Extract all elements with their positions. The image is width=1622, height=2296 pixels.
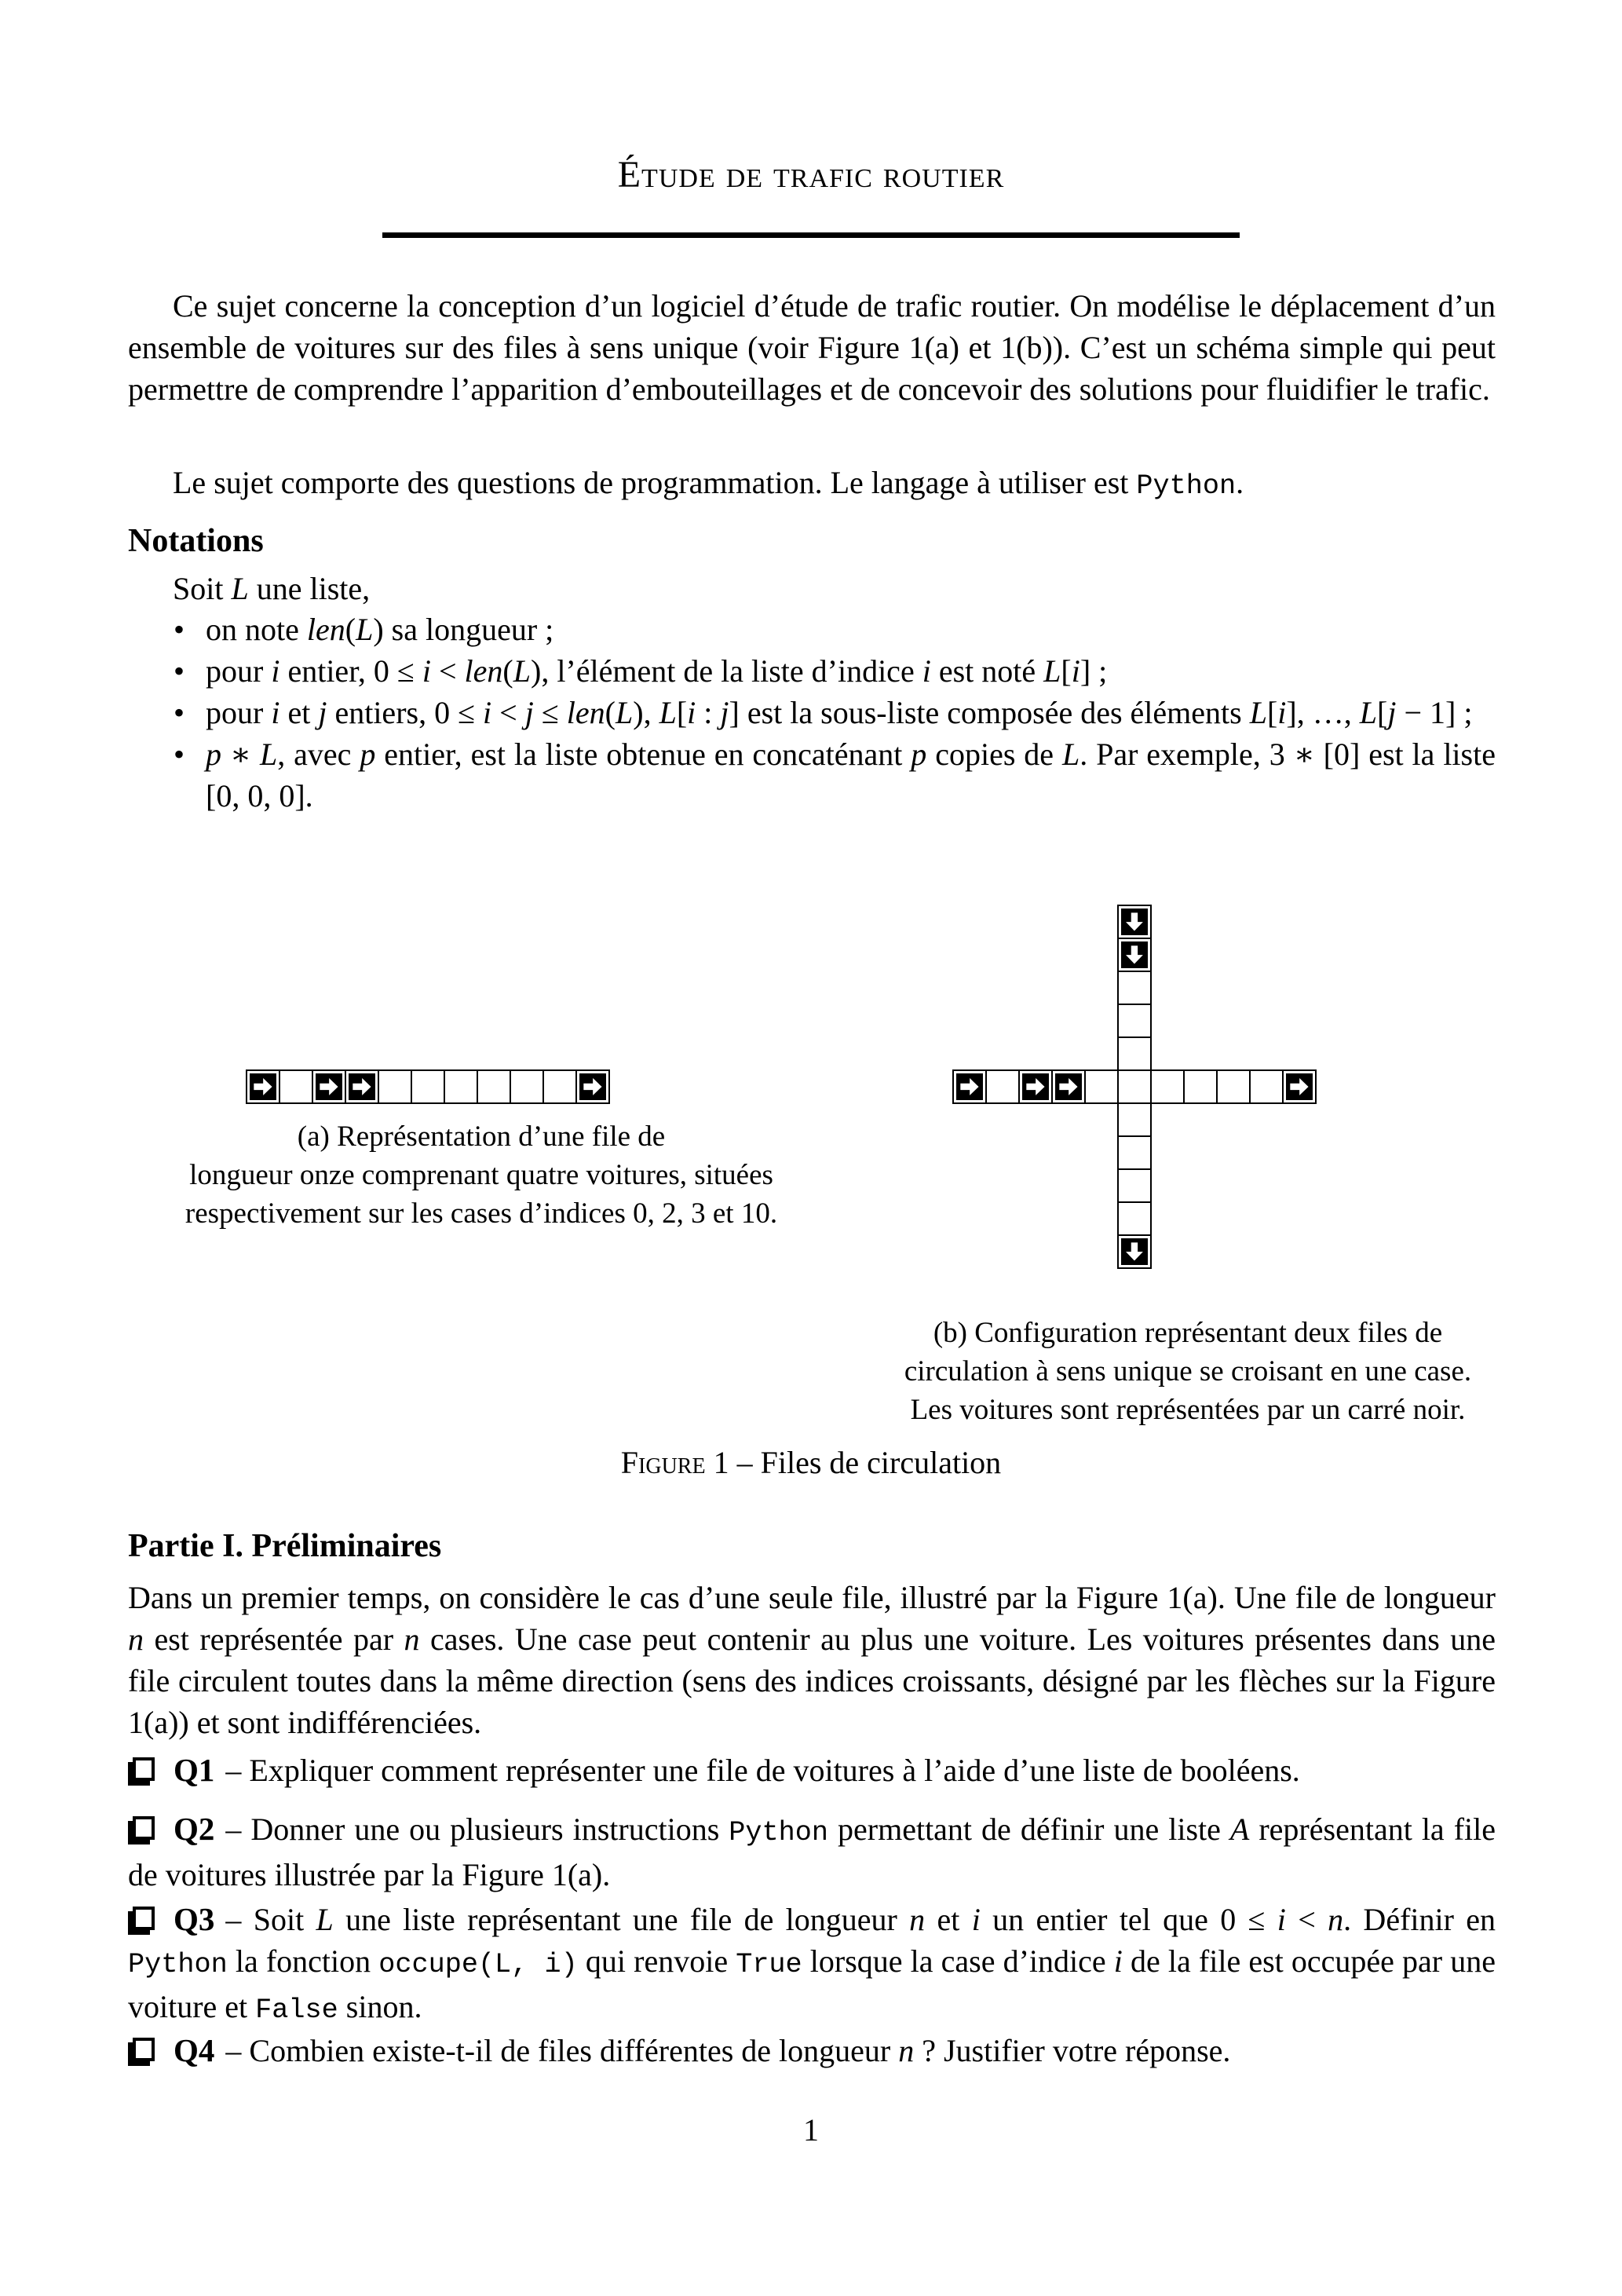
- question-q4: [128, 2030, 1496, 2071]
- question-q3: [128, 1899, 1496, 2031]
- car-cell: [1018, 1069, 1053, 1104]
- car-cell: [952, 1069, 987, 1104]
- page-number: 1: [803, 2112, 819, 2148]
- caption-line: Les voitures sont représentées par un carré noir.: [910, 1394, 1466, 1426]
- question-checkbox-icon: [133, 1907, 155, 1930]
- caption-line: (a) Représentation d’une file de: [297, 1121, 666, 1153]
- figure-main-caption: [0, 1442, 1622, 1483]
- empty-cell: [1084, 1069, 1119, 1104]
- bullet-icon: •: [174, 737, 185, 772]
- car-right-arrow-icon: [1055, 1073, 1082, 1100]
- question-id: Q3: [174, 1901, 215, 1937]
- intro-paragraph-1: Ce sujet concerne la conception d’un logiciel d’étude de trafic routier. On modélise le déplacement d’un ensemble de voitures sur des files à sens unique (voir Figure 1(a) et 1(b)). C’est un schéma simple qui peut permettre de comprendre l’apparition d’embouteillages et de concevoir des solutions pour fluidifier le trafic.: [128, 288, 1496, 407]
- figure-caption-title: – Files de circulation: [729, 1445, 1002, 1480]
- subfigure-a-file-row: [246, 1069, 610, 1104]
- empty-cell: [1117, 971, 1152, 1005]
- car-right-arrow-icon: [1022, 1073, 1049, 1100]
- part1-intro-paragraph: Dans un premier temps, on considère le cas d’une seule file, illustré par la Figure 1(a). Une file de longueur n est représentée par n cases. Une case peut contenir au plus une voiture. Les voitures présentes dans une file circulent toutes dans la même direction (sens des indices croissants, désigné par les flèches sur la Figure 1(a)) et sont indifférenciées.: [128, 1580, 1496, 1740]
- question-id: Q4: [174, 2032, 215, 2068]
- caption-line: circulation à sens unique se croisant en une case.: [904, 1355, 1472, 1387]
- empty-cell: [985, 1069, 1020, 1104]
- question-checkbox-icon: [133, 1757, 155, 1781]
- car-right-arrow-icon: [1286, 1073, 1313, 1100]
- list-item: [128, 733, 1496, 817]
- list-item-text: p ∗ L, avec p entier, est la liste obtenue en concaténant p copies de L. Par exemple, 3 ∗ [0] est la liste [0, 0, 0].: [206, 737, 1496, 813]
- bullet-icon: •: [174, 695, 185, 730]
- list-item-text: pour i entier, 0 ≤ i < len(L), l’élément de la liste d’indice i est noté L[i] ;: [206, 653, 1108, 689]
- figure-label: Figure 1: [620, 1445, 729, 1480]
- question-text: – Donner une ou plusieurs instructions Python permettant de définir une liste A représentant la file de voitures illustrée par la Figure 1(a).: [128, 1812, 1496, 1892]
- car-cell: [1117, 938, 1152, 972]
- empty-cell: [542, 1069, 577, 1104]
- part1-heading: Partie I. Préliminaires: [128, 1528, 442, 1564]
- subfigure-b-caption: [858, 1314, 1518, 1429]
- notations-intro: Soit L une liste,: [173, 571, 371, 606]
- car-cell: [246, 1069, 280, 1104]
- empty-cell: [1183, 1069, 1218, 1104]
- list-item: [128, 650, 1496, 692]
- car-cell: [1282, 1069, 1317, 1104]
- notations-heading: Notations: [128, 523, 264, 559]
- question-q1: [128, 1749, 1496, 1791]
- caption-line: (b) Configuration représentant deux files de: [933, 1317, 1443, 1349]
- empty-cell: [1117, 1036, 1152, 1071]
- empty-cell: [1117, 1135, 1152, 1170]
- question-text: – Combien existe-t-il de files différentes de longueur n ? Justifier votre réponse.: [225, 2033, 1231, 2068]
- empty-cell: [1117, 1102, 1152, 1137]
- bullet-icon: •: [174, 612, 185, 647]
- empty-cell: [1117, 1168, 1152, 1203]
- empty-cell: [477, 1069, 511, 1104]
- car-cell: [312, 1069, 346, 1104]
- empty-cell: [279, 1069, 313, 1104]
- empty-cell: [1150, 1069, 1185, 1104]
- intro-paragraph-2: Le sujet comporte des questions de programmation. Le langage à utiliser est Python.: [173, 465, 1244, 502]
- empty-cell: [378, 1069, 412, 1104]
- notations-list: [128, 609, 1496, 817]
- empty-cell: [1117, 1069, 1152, 1104]
- car-cell: [345, 1069, 379, 1104]
- question-id: Q2: [174, 1811, 215, 1847]
- question-checkbox-icon: [133, 2038, 155, 2061]
- car-cell: [1117, 1234, 1152, 1269]
- subfigure-a-caption: [155, 1117, 807, 1233]
- subfigure-b-horizontal-file: [952, 1069, 1317, 1104]
- empty-cell: [1117, 1201, 1152, 1236]
- car-right-arrow-icon: [250, 1073, 276, 1100]
- car-down-arrow-icon: [1121, 941, 1148, 968]
- bullet-icon: •: [174, 653, 185, 689]
- caption-line: longueur onze comprenant quatre voitures, situées: [189, 1159, 773, 1191]
- figure-1: [128, 868, 1496, 1426]
- car-down-arrow-icon: [1121, 1238, 1148, 1265]
- car-right-arrow-icon: [579, 1073, 606, 1100]
- car-right-arrow-icon: [316, 1073, 342, 1100]
- empty-cell: [1117, 1004, 1152, 1038]
- subfigure-b-vertical-file-top: [1117, 905, 1152, 1071]
- empty-cell: [444, 1069, 478, 1104]
- question-text: – Soit L une liste représentant une file de longueur n et i un entier tel que 0 ≤ i < n. Définir en Python la fonction occupe(L, i) qui renvoie True lorsque la case d’indice i de la file est occupée par une voiture et False sinon.: [128, 1902, 1496, 2026]
- title-divider: [382, 232, 1240, 238]
- empty-cell: [1249, 1069, 1284, 1104]
- car-cell: [575, 1069, 610, 1104]
- document-title: Étude de trafic routier: [617, 154, 1005, 196]
- car-right-arrow-icon: [956, 1073, 983, 1100]
- list-item: [128, 609, 1496, 650]
- empty-cell: [510, 1069, 544, 1104]
- caption-line: respectivement sur les cases d’indices 0, 2, 3 et 10.: [184, 1197, 778, 1230]
- empty-cell: [411, 1069, 445, 1104]
- car-right-arrow-icon: [349, 1073, 375, 1100]
- list-item-text: pour i et j entiers, 0 ≤ i < j ≤ len(L), L[i : j] est la sous-liste composée des éléments L[i], …, L[j − 1] ;: [206, 695, 1473, 730]
- question-q2: [128, 1808, 1496, 1896]
- car-cell: [1117, 905, 1152, 939]
- question-checkbox-icon: [133, 1816, 155, 1840]
- list-item-text: on note len(L) sa longueur ;: [206, 612, 554, 647]
- subfigure-b-vertical-file-bottom: [1117, 1102, 1152, 1269]
- list-item: [128, 692, 1496, 733]
- car-down-arrow-icon: [1121, 909, 1148, 935]
- question-text: – Expliquer comment représenter une file de voitures à l’aide d’une liste de booléens.: [225, 1753, 1300, 1788]
- car-cell: [1051, 1069, 1086, 1104]
- question-id: Q1: [174, 1752, 215, 1788]
- empty-cell: [1216, 1069, 1251, 1104]
